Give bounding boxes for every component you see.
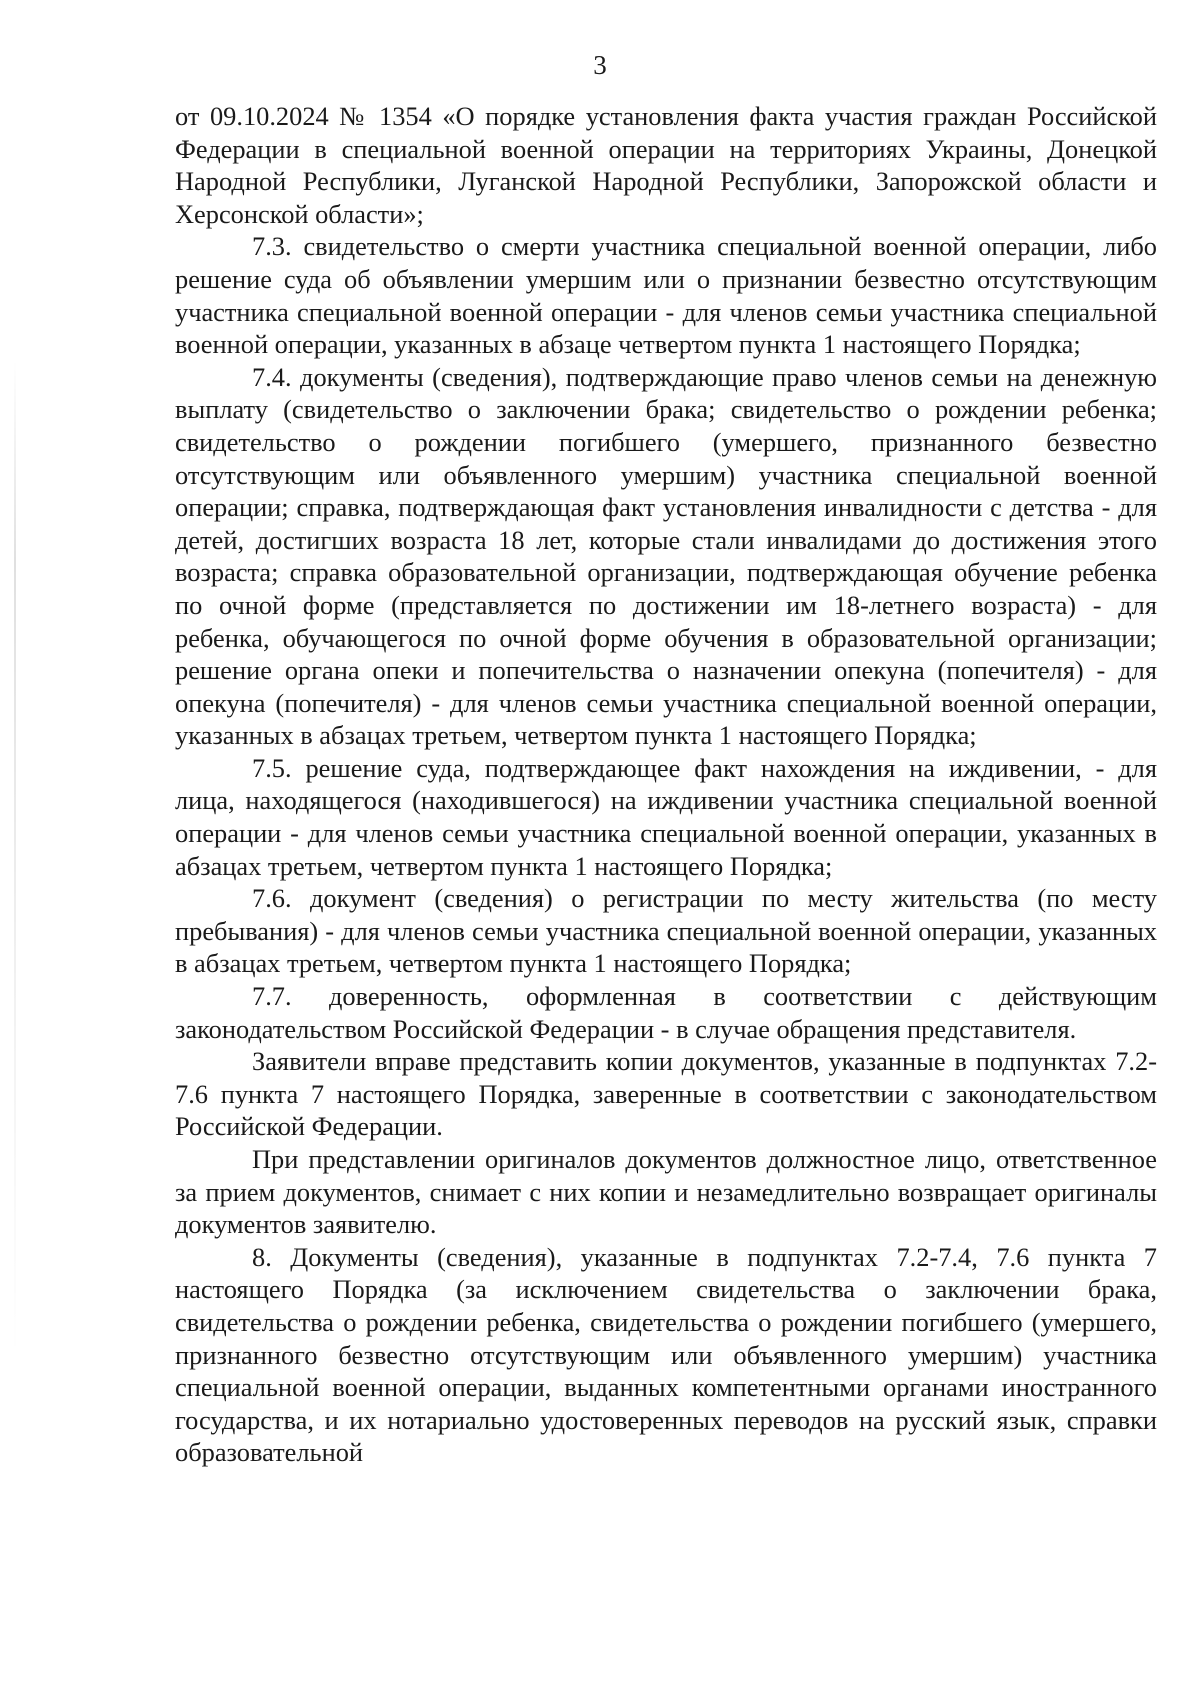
page-number: 3: [593, 50, 607, 80]
paragraph-applicants-copies: Заявители вправе представить копии документов, указанные в подпунктах 7.2-7.6 пункта 7 настоящего Порядка, заверенные в соответствии с законодательством Российской Федерации.: [175, 1046, 1157, 1142]
paragraph-7-5: 7.5. решение суда, подтверждающее факт нахождения на иждивении, - для лица, находящегося (находившегося) на иждивении участника специальной военной операции - для членов семьи участника специальной военной операции, указанных в абзацах третьем, четвертом пункта 1 настоящего Порядка;: [175, 752, 1157, 881]
paragraph-continuation: от 09.10.2024 № 1354 «О порядке установления факта участия граждан Российской Федерации в специальной военной операции на территориях Украины, Донецкой Народной Республики, Луганской Народной Республики, Запорожской области и Херсонской области»;: [175, 101, 1157, 229]
paragraph-7-6: 7.6. документ (сведения) о регистрации по месту жительства (по месту пребывания) - для членов семьи участника специальной военной операции, указанных в абзацах третьем, четвертом пункта 1 настоящего Порядка;: [175, 883, 1157, 979]
paragraph-8: 8. Документы (сведения), указанные в подпунктах 7.2-7.4, 7.6 пункта 7 настоящего Порядка (за исключением свидетельства о заключении брака, свидетельства о рождении ребенка, свидетельства о рождении погибшего (умершего, признанного безвестно отсутствующим или объявленного умершим) участника специальной военной операции, выданных компетентными органами иностранного государства, и их нотариально удостоверенных переводов на русский язык, справки образовательной: [175, 1241, 1157, 1468]
scan-edge-shadow: [14, 360, 16, 1360]
document-body: [175, 100, 1157, 1469]
paragraph-7-3: 7.3. свидетельство о смерти участника специальной военной операции, либо решение суда об объявлении умершим или о признании безвестно отсутствующим участника специальной военной операции - для членов семьи участника специальной военной операции, указанных в абзаце четвертом пункта 1 настоящего Порядка;: [175, 231, 1157, 360]
paragraph-7-7: 7.7. доверенность, оформленная в соответствии с действующим законодательством Российской Федерации - в случае обращения представителя.: [175, 981, 1157, 1044]
paragraph-7-4: 7.4. документы (сведения), подтверждающие право членов семьи на денежную выплату (свидетельство о заключении брака; свидетельство о рождении ребенка; свидетельство о рождении погибшего (умершего, признанного безвестно отсутствующим или объявленного умершим) участника специальной военной операции; справка, подтверждающая факт установления инвалидности с детства - для детей, достигших возраста 18 лет, которые стали инвалидами до достижения этого возраста; справка образовательной организации, подтверждающая обучение ребенка по очной форме (представляется по достижении им 18-летнего возраста) - для ребенка, обучающегося по очной форме обучения в образовательной организации; решение органа опеки и попечительства о назначении опекуна (попечителя) - для опекуна (попечителя) - для членов семьи участника специальной военной операции, указанных в абзацах третьем, четвертом пункта 1 настоящего Порядка;: [175, 361, 1157, 751]
paragraph-originals: При представлении оригиналов документов должностное лицо, ответственное за прием документов, снимает с них копии и незамедлительно возвращает оригиналы документов заявителю.: [175, 1144, 1157, 1240]
